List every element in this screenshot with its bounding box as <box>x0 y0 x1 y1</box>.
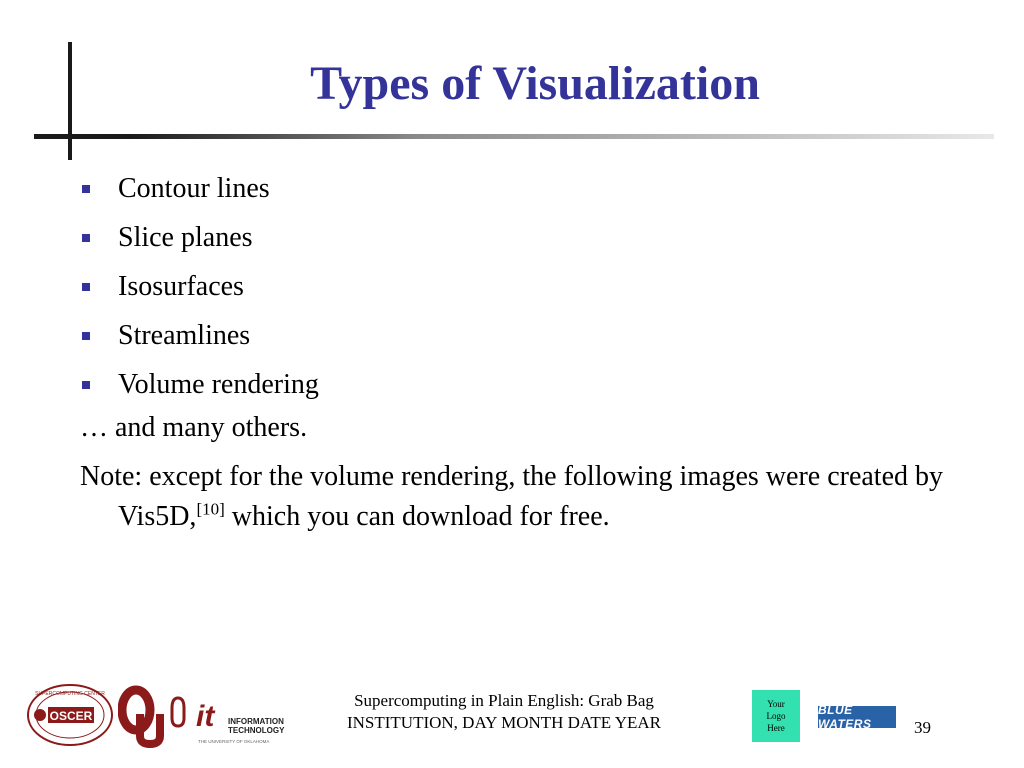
square-bullet-icon <box>82 185 90 193</box>
decorative-horizontal-rule <box>34 134 994 139</box>
list-item <box>80 262 319 311</box>
it-label-1: INFORMATION <box>228 717 284 726</box>
blue-waters-logo: BLUE WATERS <box>818 706 896 728</box>
oscer-label: OSCER <box>49 709 93 723</box>
footer-line-2: INSTITUTION, DAY MONTH DATE YEAR <box>346 713 661 732</box>
bullet-label: Volume rendering <box>118 369 319 400</box>
bullet-label: Isosurfaces <box>118 271 244 302</box>
footer-line-1: Supercomputing in Plain English: Grab Bag <box>354 691 654 710</box>
it-logo-mark: it <box>196 700 215 733</box>
footer-caption <box>314 690 694 734</box>
oscer-logo <box>26 683 114 747</box>
it-label-3: THE UNIVERSITY OF OKLAHOMA <box>198 739 270 744</box>
note-text-part1: Note: except for the volume rendering, the following images were created by Vis5D, <box>80 461 944 532</box>
bullet-label: Contour lines <box>118 173 270 204</box>
ou-logo <box>118 684 164 748</box>
slide-title: Types of Visualization <box>310 57 760 110</box>
bullet-label: Slice planes <box>118 222 253 253</box>
ou-logo-text: OU <box>140 747 142 748</box>
square-bullet-icon <box>82 332 90 340</box>
list-item <box>80 164 319 213</box>
it-label-2: TECHNOLOGY <box>228 726 285 735</box>
list-item <box>80 311 319 360</box>
information-technology-logo <box>168 688 288 746</box>
oscer-ring-text: SUPERCOMPUTING CENTER <box>35 691 105 697</box>
logo-placeholder <box>752 690 800 742</box>
square-bullet-icon <box>82 234 90 242</box>
note-text-part2: which you can download for free. <box>224 501 610 532</box>
logo-placeholder-line-3: Here <box>767 723 785 733</box>
note-paragraph <box>80 457 958 537</box>
bullet-list <box>80 164 319 409</box>
logo-placeholder-line-1: Your <box>767 699 785 709</box>
extra-line: … and many others. <box>80 412 308 443</box>
list-item <box>80 213 319 262</box>
logo-placeholder-line-2: Logo <box>766 711 786 721</box>
square-bullet-icon <box>82 283 90 291</box>
page-number: 39 <box>914 718 931 737</box>
square-bullet-icon <box>82 381 90 389</box>
citation-reference[interactable]: [10] <box>196 499 225 519</box>
bullet-label: Streamlines <box>118 320 251 351</box>
list-item <box>80 360 319 409</box>
